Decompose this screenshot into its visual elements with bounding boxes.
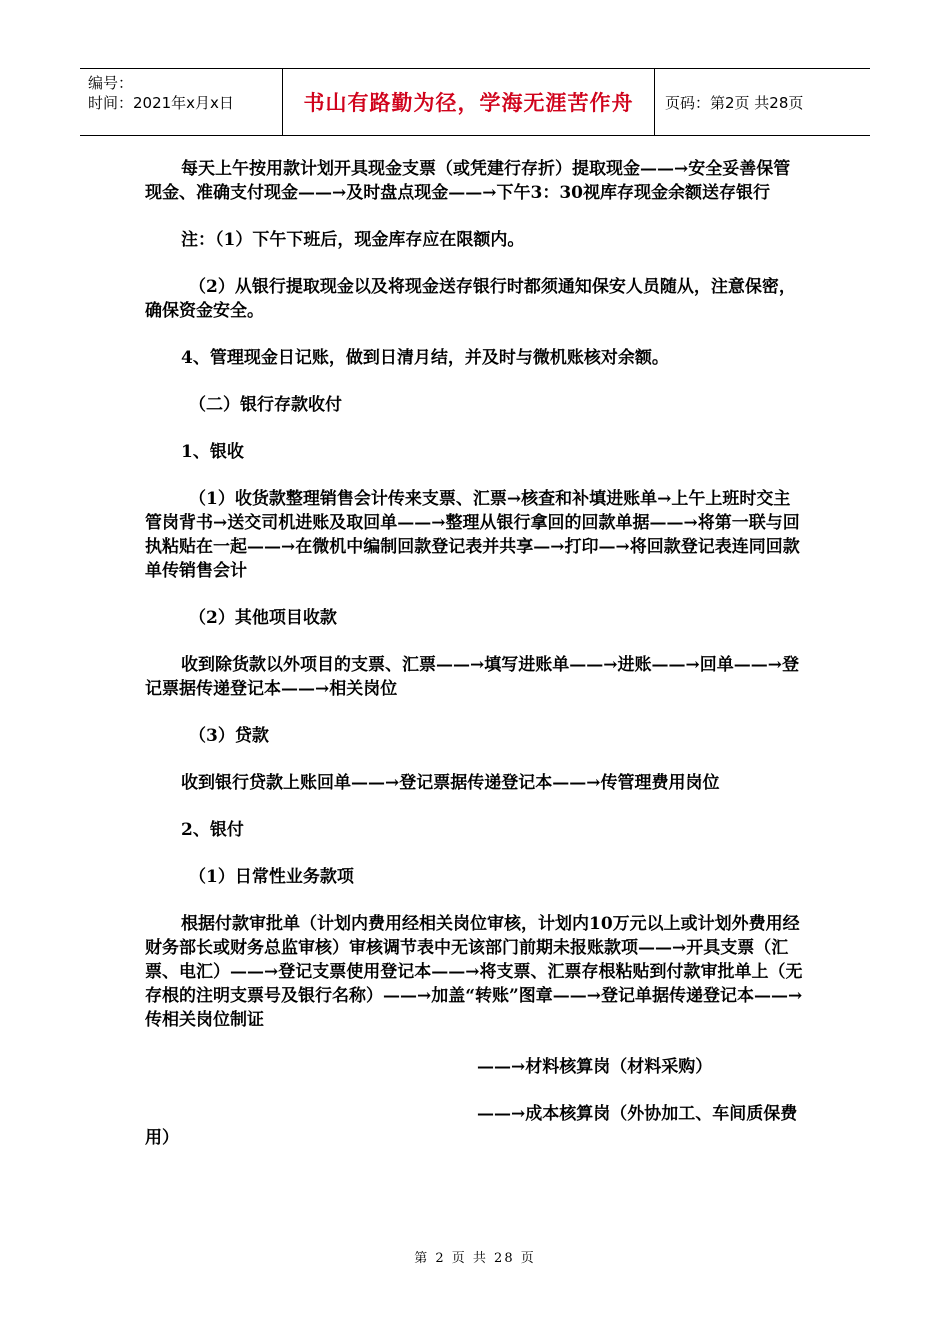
paragraph-loans: 收到银行贷款上账回单——→登记票据传递登记本——→传管理费用岗位 bbox=[181, 773, 720, 793]
page-footer: 第 2 页 共 28 页 bbox=[414, 1251, 536, 1266]
page-header bbox=[80, 68, 870, 136]
number-label: 编号： bbox=[88, 74, 134, 92]
paragraph-cash-process: 每天上午按用款计划开具现金支票（或凭建行存折）提取现金——→安全妥善保管现金、准确支付现金——→及时盘点现金——→下午3：30视库存现金余额送存银行 bbox=[145, 159, 791, 203]
subheading-other-receipts: （2）其他项目收款 bbox=[189, 608, 337, 628]
subheading-bank-receipt: 1、银收 bbox=[181, 442, 244, 462]
header-motto: 书山有路勤为径，学海无涯苦作舟 bbox=[303, 91, 634, 115]
section-heading-bank-deposit: （二）银行存款收付 bbox=[189, 395, 342, 415]
paragraph-cost-accounting: ——→成本核算岗（外协加工、车间质保费用） bbox=[145, 1104, 798, 1148]
header-meta bbox=[80, 69, 283, 135]
paragraph-routine-payments: 根据付款审批单（计划内费用经相关岗位审核，计划内10万元以上或计划外费用经财务部长或财务总监审核）审核调节表中无该部门前期未报账款项——→开具支票（汇票、电汇）——→登记支票使用登记本——→将支票、汇票存根粘贴到付款审批单上（无存根的注明支票号及银行名称）——→加盖“转账”图章——→登记单据传递登记本——→传相关岗位制证 bbox=[145, 914, 803, 1030]
paragraph-cash-journal: 4、管理现金日记账，做到日清月结，并及时与微机账核对余额。 bbox=[181, 348, 669, 368]
header-motto-cell bbox=[283, 69, 655, 135]
paragraph-material-accounting: ——→材料核算岗（材料采购） bbox=[477, 1057, 713, 1077]
paragraph-other-receipts: 收到除货款以外项目的支票、汇票——→填写进账单——→进账——→回单——→登记票据传递登记本——→相关岗位 bbox=[145, 655, 799, 699]
paragraph-note-1: 注：（1）下午下班后，现金库存应在限额内。 bbox=[181, 230, 525, 250]
subheading-loans: （3）贷款 bbox=[189, 726, 269, 746]
time-label: 时间：2021年x月x日 bbox=[88, 94, 234, 112]
paragraph-note-2: （2）从银行提取现金以及将现金送存银行时都须通知保安人员随从，注意保密，确保资金安全。 bbox=[145, 277, 796, 321]
paragraph-receipt-goods: （1）收货款整理销售会计传来支票、汇票→核查和补填进账单→上午上班时交主管岗背书→送交司机进账及取回单——→整理从银行拿回的回款单据——→将第一联与回执粘贴在一起——→在微机中编制回款登记表并共享—→打印—→将回款登记表连同回款单传销售会计 bbox=[145, 489, 800, 581]
header-page-info: 页码：第2页 共28页 bbox=[665, 93, 804, 112]
subheading-routine-payments: （1）日常性业务款项 bbox=[189, 867, 354, 887]
subheading-bank-payment: 2、银付 bbox=[181, 820, 244, 840]
document-body bbox=[145, 157, 805, 1173]
